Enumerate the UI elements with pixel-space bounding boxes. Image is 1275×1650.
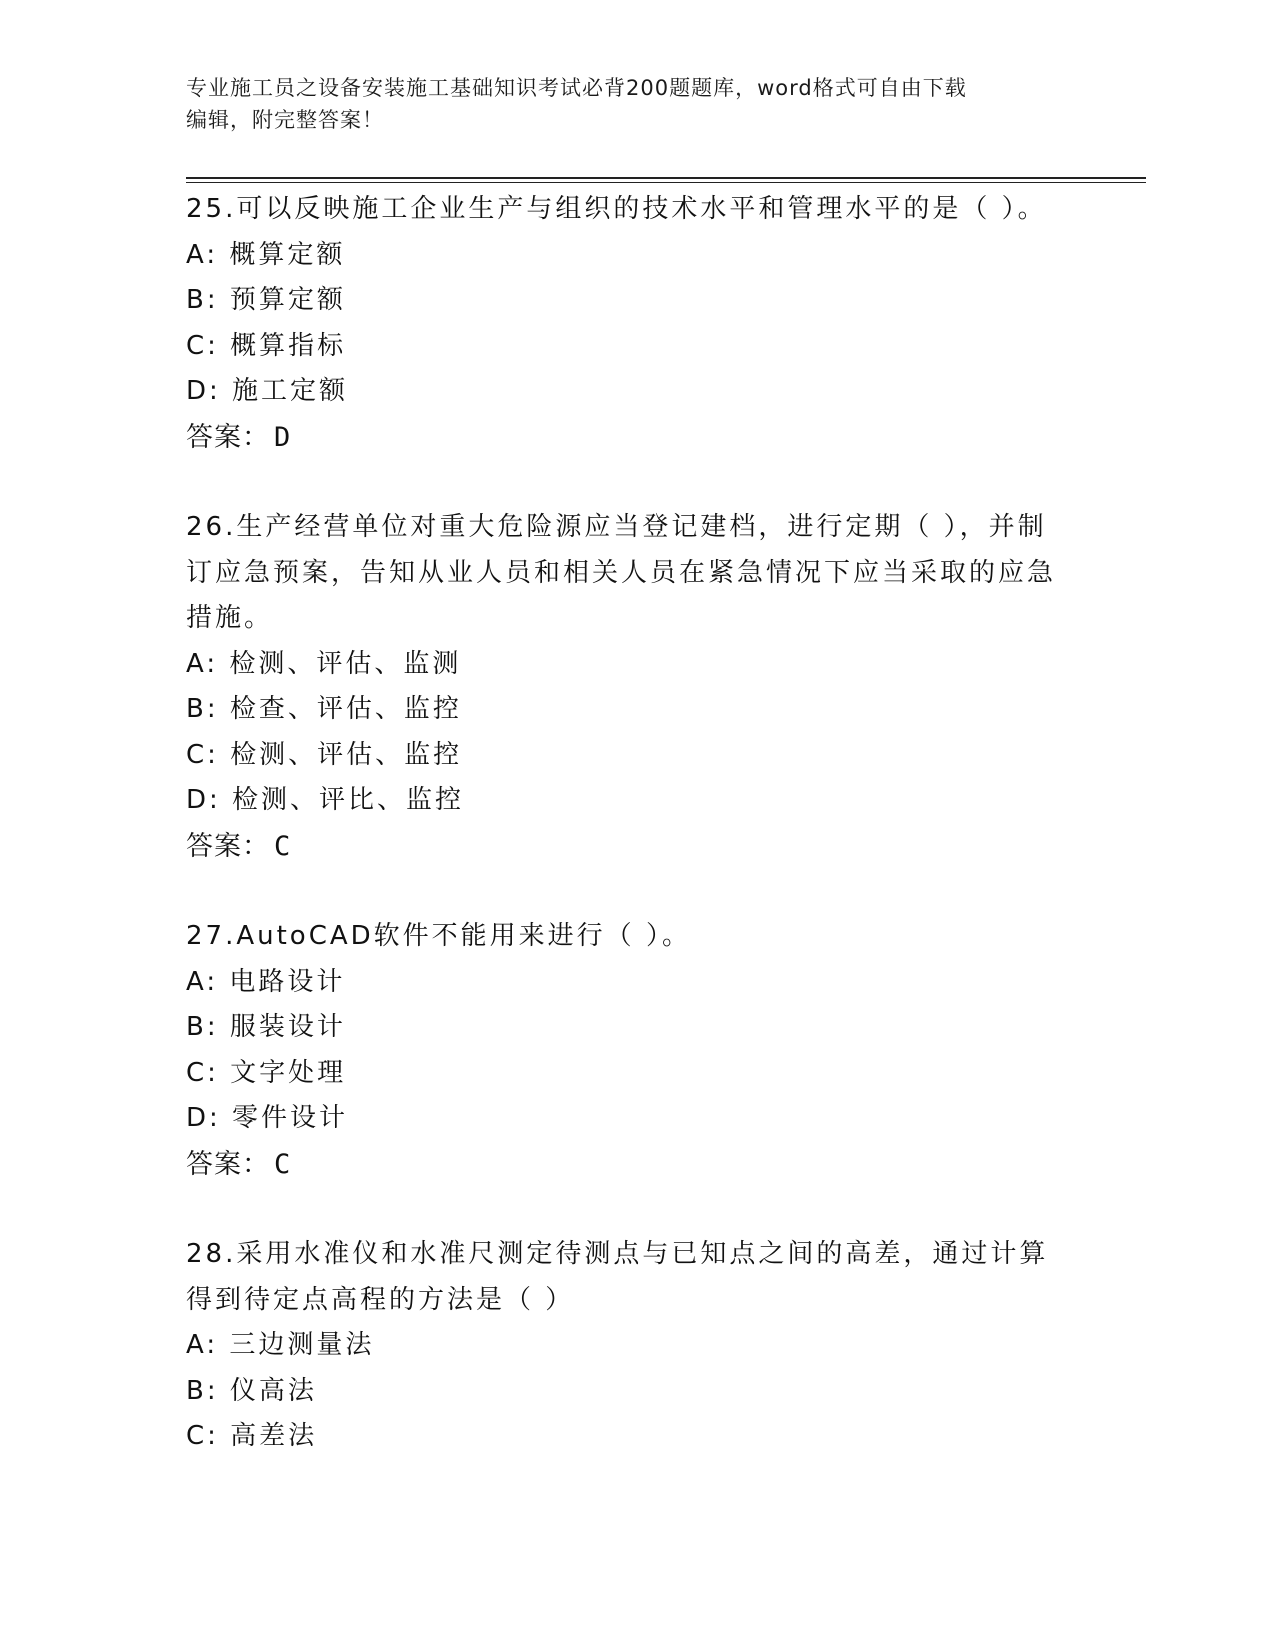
answer-label: 答案： [186, 421, 270, 453]
question-list [186, 187, 1086, 1505]
option-b: B: 仪高法 [186, 1375, 317, 1406]
header-line-1: 专业施工员之设备安装施工基础知识考试必背200题题库，word格式可自由下载 [186, 76, 967, 100]
option-a: A: 概算定额 [186, 239, 346, 270]
option-b: B: 服装设计 [186, 1012, 346, 1042]
question-28 [186, 1232, 1086, 1460]
option-b: B: 检查、评估、监控 [186, 694, 462, 724]
option-b: B: 预算定额 [186, 285, 346, 315]
question-stem: 28.采用水准仪和水准尺测定待测点与已知点之间的高差，通过计算得到待定点高程的方法是（ ） [186, 1239, 1049, 1315]
question-stem: 27.AutoCAD软件不能用来进行（ ）。 [186, 921, 691, 951]
answer-value: C [274, 1148, 292, 1180]
option-c: C: 高差法 [186, 1421, 318, 1451]
option-d: D: 检测、评比、监控 [186, 785, 465, 815]
option-a: A: 三边测量法 [186, 1330, 375, 1360]
question-stem: 25.可以反映施工企业生产与组织的技术水平和管理水平的是（ ）。 [186, 194, 1047, 224]
option-c: C: 概算指标 [186, 330, 347, 361]
question-27 [186, 914, 1086, 1187]
option-a: A: 检测、评估、监测 [186, 648, 462, 679]
option-c: C: 检测、评估、监控 [186, 739, 463, 770]
answer-line [186, 824, 1086, 870]
question-stem: 26.生产经营单位对重大危险源应当登记建档，进行定期（ ），并制订应急预案，告知从业人员和相关人员在紧急情况下应当采取的应急措施。 [186, 512, 1057, 633]
answer-label: 答案： [186, 1148, 270, 1180]
question-26 [186, 505, 1086, 869]
answer-value: D [274, 421, 292, 453]
option-d: D: 零件设计 [186, 1103, 349, 1133]
option-d: D: 施工定额 [186, 376, 349, 406]
header-divider-thick [186, 177, 1146, 179]
header-line-2: 编辑，附完整答案！ [186, 108, 384, 132]
header-divider-thin [186, 182, 1146, 183]
answer-line [186, 415, 1086, 461]
option-a: A: 电路设计 [186, 966, 346, 997]
question-25 [186, 187, 1086, 460]
answer-label: 答案： [186, 830, 270, 862]
document-header [186, 72, 1066, 136]
answer-line [186, 1142, 1086, 1188]
option-c: C: 文字处理 [186, 1057, 347, 1088]
answer-value: C [274, 830, 292, 862]
